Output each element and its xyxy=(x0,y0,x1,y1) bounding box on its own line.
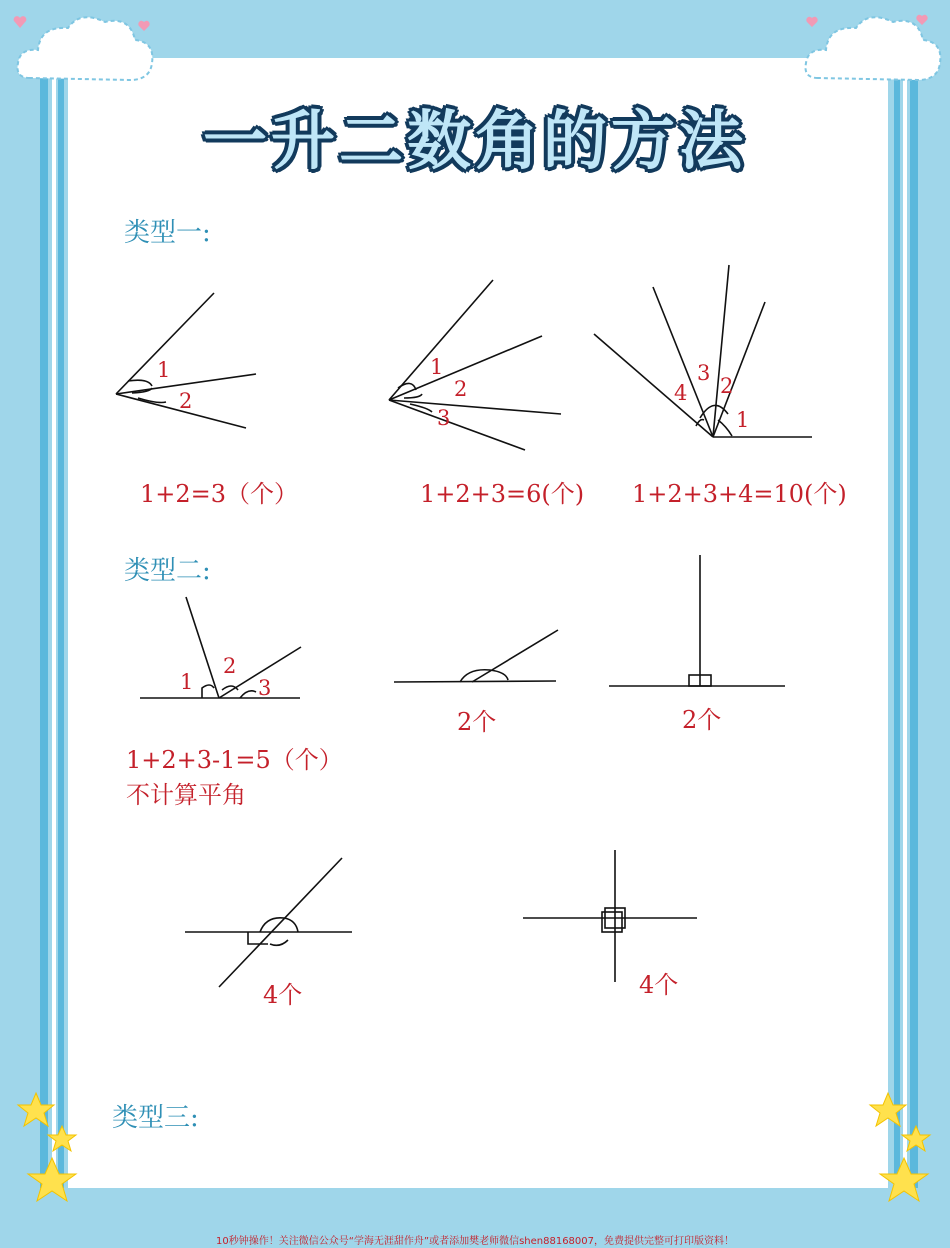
angle-label: 4 xyxy=(674,381,688,405)
angle-label: 1 xyxy=(180,670,194,694)
angle-label: 2 xyxy=(223,654,237,678)
type2-figure-4 xyxy=(185,858,352,987)
angle-label: 1 xyxy=(736,408,750,432)
angle-label: 2 xyxy=(720,374,734,398)
angle-label: 2 xyxy=(179,389,193,413)
type2-count-3: 2个 xyxy=(682,706,722,734)
angle-label: 3 xyxy=(697,361,711,385)
type1-formula-2: 1+2+3=6(个) xyxy=(420,480,585,508)
type2-count-4: 4个 xyxy=(263,981,303,1009)
type1-formula-3: 1+2+3+4=10(个) xyxy=(632,480,847,508)
angle-label: 2 xyxy=(454,377,468,401)
type-three-label: 类型三: xyxy=(112,1103,199,1133)
type2-figure-2 xyxy=(394,630,558,682)
type1-formula-1: 1+2=3（个） xyxy=(140,480,299,508)
type2-figure-5 xyxy=(523,850,697,982)
page-title: 一升二数角的方法 xyxy=(203,105,747,179)
angle-label: 3 xyxy=(437,406,451,430)
type1-figure-2 xyxy=(389,280,561,450)
type2-figure-1 xyxy=(140,597,301,698)
type2-count-2: 2个 xyxy=(457,708,497,736)
type2-figure-3 xyxy=(609,555,785,686)
type2-count-5: 4个 xyxy=(639,971,679,999)
type-two-label: 类型二: xyxy=(124,556,211,586)
type1-figure-3 xyxy=(594,265,812,437)
angle-label: 1 xyxy=(157,358,171,382)
footer-note: 10秒钟操作！关注微信公众号“学海无涯甜作舟”或者添加樊老师微信shen88168007，免费提供完整可打印版资料！ xyxy=(215,1236,735,1247)
type2-note: 不计算平角 xyxy=(126,781,246,809)
angle-label: 3 xyxy=(258,676,272,700)
type2-formula-1: 1+2+3-1=5（个） xyxy=(126,746,343,774)
angle-label: 1 xyxy=(430,355,444,379)
type-one-label: 类型一: xyxy=(124,218,211,248)
